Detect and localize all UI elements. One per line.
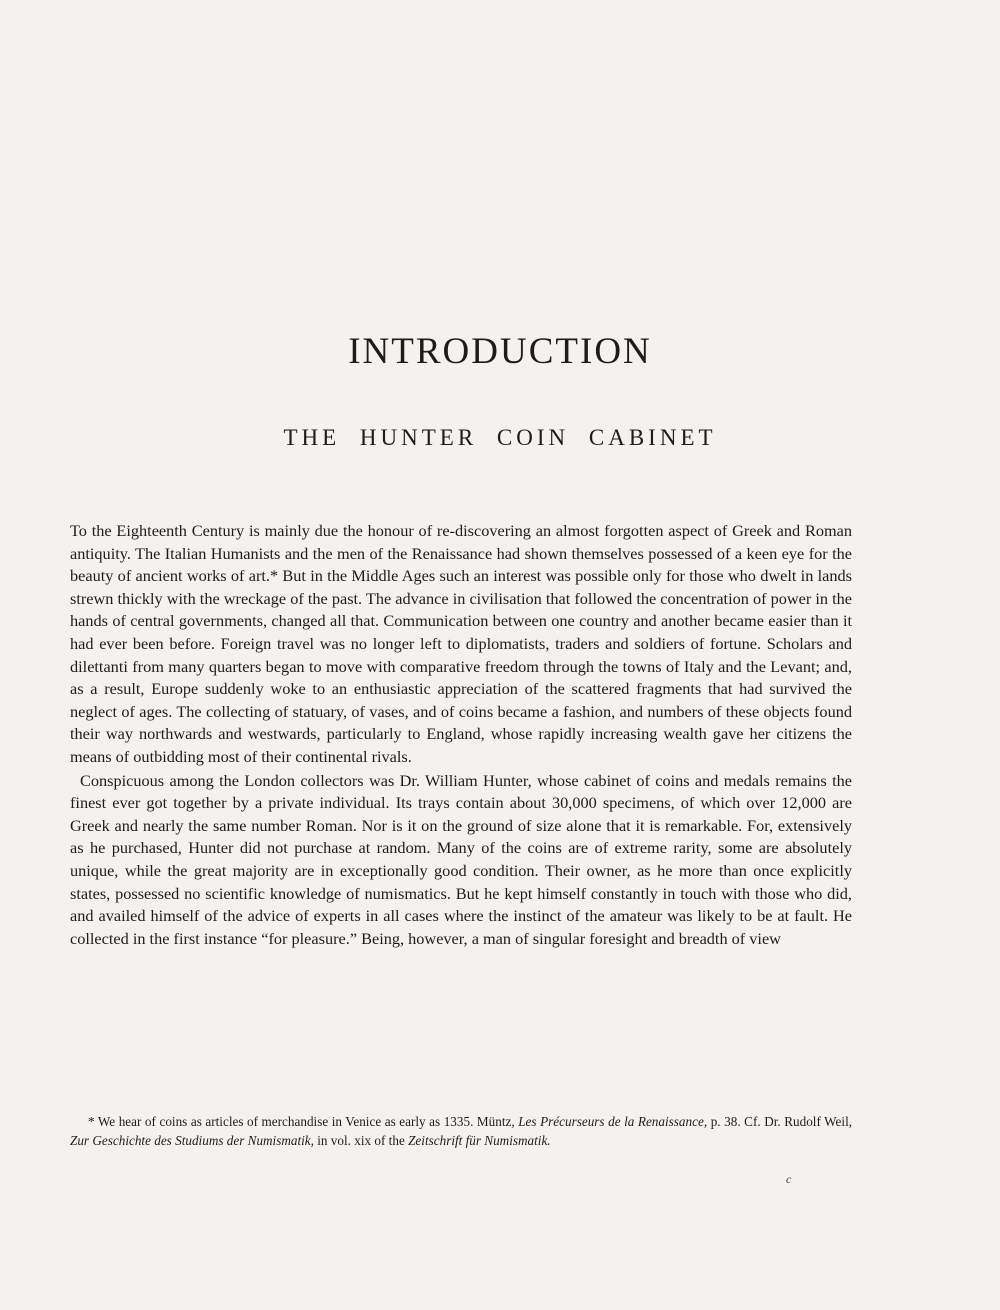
footnote <box>70 1113 852 1150</box>
footnote-title-1: Les Précurseurs de la Renaissance, <box>518 1114 708 1129</box>
page-subtitle: THE HUNTER COIN CABINET <box>283 425 717 450</box>
footnote-text-2: p. 38. Cf. Dr. Rudolf Weil, <box>710 1114 853 1129</box>
footnote-text-1: We hear of coins as articles of merchandise in Venice as early as 1335. Müntz, <box>97 1114 515 1129</box>
footnote-title-3: Zeitschrift für Numismatik. <box>408 1132 551 1148</box>
footnote-text-3: in vol. xix of the <box>317 1132 405 1148</box>
body-text <box>70 520 852 950</box>
paragraph-1: To the Eighteenth Century is mainly due the honour of re-discovering an almost forgotten aspect of Greek and Roman antiquity. The Italian Humanists and the men of the Renaissance had shown themselves possessed of a keen eye for the beauty of ancient works of art.* But in the Middle Ages such an interest was possible only for those who dwelt in lands strewn thickly with the wreckage of the past. The advance in civilisation that followed the concentration of power in the hands of central governments, changed all that. Communication between one country and another became easier than it had ever been before. Foreign travel was no longer left to diplomatists, traders and soldiers of fortune. Scholars and dilettanti from many quarters began to move with comparative freedom through the towns of Italy and the Levant; and, as a result, Europe suddenly woke to an enthusiastic appreciation of the scattered fragments that had survived the neglect of ages. The collecting of statuary, of vases, and of coins became a fashion, and numbers of these objects found their way northwards and westwards, particularly to England, whose rapidly increasing wealth gave her citizens the means of outbidding most of their continental rivals. <box>70 521 852 766</box>
footnote-mark: * <box>88 1114 95 1129</box>
paragraph-2: Conspicuous among the London collectors was Dr. William Hunter, whose cabinet of coins and medals remains the finest ever got together by a private individual. Its trays contain about 30,000 specimens, of which over 12,000 are Greek and nearly the same number Roman. Nor is it on the ground of size alone that it is remarkable. For, extensively as he purchased, Hunter did not purchase at random. Many of the coins are of extreme rarity, some are absolutely unique, while the great majority are in exceptionally good condition. Their owner, as he more than once explicitly states, possessed no scientific knowledge of numismatics. But he kept himself constantly in touch with those who did, and availed himself of the advice of experts in all cases where the instinct of the amateur was likely to be at fault. He collected in the first instance “for pleasure.” Being, however, a man of singular foresight and breadth of view <box>70 770 852 948</box>
page-title: INTRODUCTION <box>348 331 652 372</box>
signature-mark: c <box>786 1172 792 1186</box>
footnote-title-2: Zur Geschichte des Studiums der Numismatik, <box>70 1132 314 1148</box>
